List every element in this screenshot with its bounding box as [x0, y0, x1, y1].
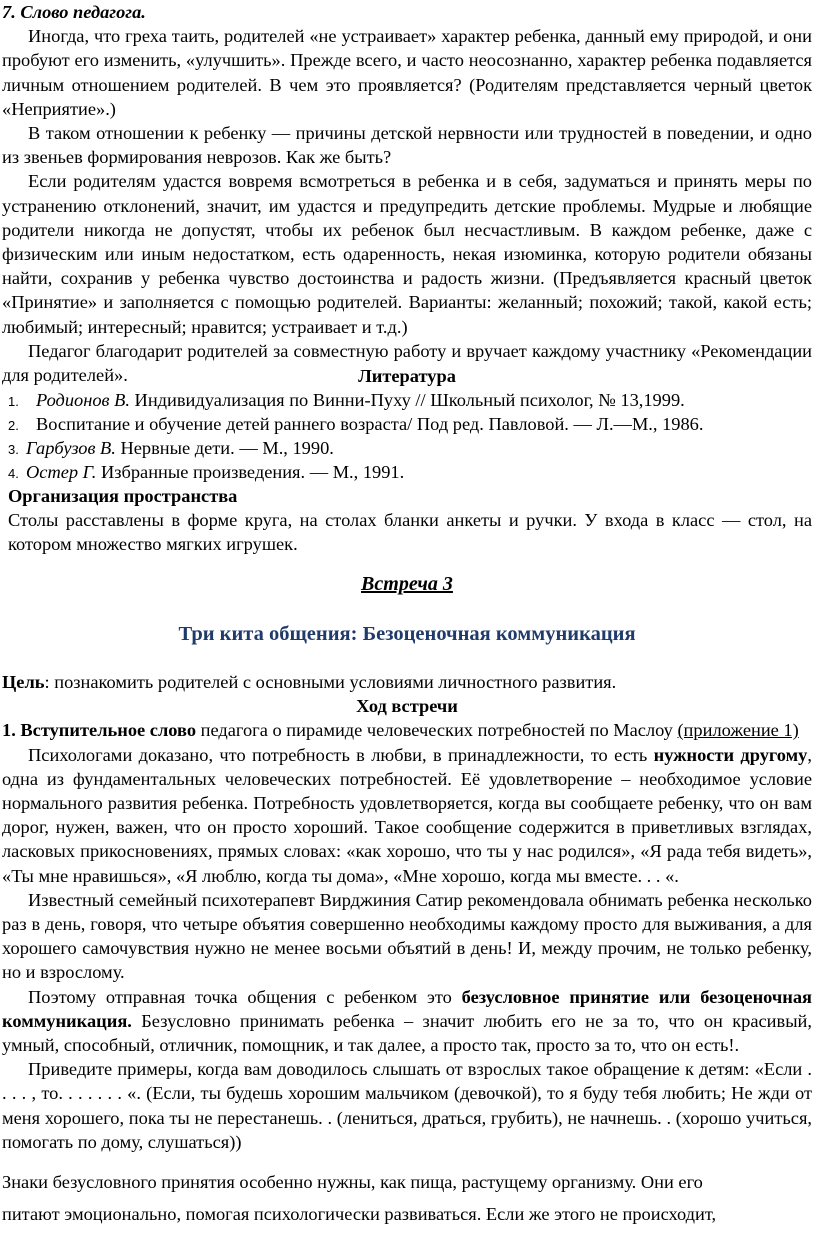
closing-paragraph: [0, 1166, 816, 1230]
section-7: [0, 0, 816, 387]
step-1: 1. Вступительное слово педагога о пирамиде человеческих потребностей по Маслоу (приложение 1): [2, 720, 799, 741]
paragraph: Педагог благодарит родителей за совместную работу и вручает каждому участнику «Рекомендации для родителей».: [2, 340, 812, 386]
section-title: 7. Слово педагога.: [2, 2, 146, 22]
paragraph: Приведите примеры, когда вам доводилось слышать от взрослых такое обращение к детям: «Если . . . . , то. . . . . . . «. (Если, ты будешь хорошим мальчиком (девочкой), то я буду тебя любить; Не жди от меня хорошего, пока ты не перестанешь. . (лениться, драться, грубить), не начнешь. . (хорошо учиться, помогать по дому, слушаться)): [2, 1059, 812, 1152]
text-line: питают эмоционально, помогая психологически развиваться. Если же этого не происходит,: [2, 1204, 717, 1224]
text-line: Знаки безусловного принятия особенно нужны, как пища, растущему организму. Они его: [2, 1172, 703, 1192]
paragraph: Если родителям удастся вовремя всмотреться в ребенка и в себя, задуматься и принять меры по устранению отклонений, значит, им удастся и предупредить детские проблемы. Мудрые и любящие родители никогда не допустят, чтобы их ребенок был несчастливым. В каждом ребенке, даже с физическим или иным недостатком, есть одаренность, некая изюминка, которую родители обязаны найти, сохранив у ребенка чувство достоинства и радость жизни. (Предъявляется красный цветок «Принятие» и заполняется с помощью родителей. Варианты: желанный; похожий; такой, какой есть; любимый; интересный; нравится; устраивает и т.д.): [2, 171, 812, 337]
meeting-title: Встреча 3: [361, 573, 453, 595]
list-item: 1. Родионов В. Индивидуализация по Винни-Пуху // Школьный психолог, № 13,1999.: [8, 390, 685, 410]
paragraph: Столы расставлены в форме круга, на столах бланки анкеты и ручки. У входа в класс — стол, на котором множество мягких игрушек.: [8, 510, 812, 555]
section-heading: Организация пространства: [8, 486, 238, 506]
paragraph: Поэтому отправная точка общения с ребенком это безусловное принятие или безоценочная коммуникация. Безусловно принимать ребенка – значит любить его не за то, что он красивый, умный, способный, отличник, помощник, и так далее, а просто так, просто за то, что он есть!.: [2, 986, 812, 1056]
paragraph: Известный семейный психотерапевт Вирджиния Сатир рекомендовала обнимать ребенка несколько раз в день, говоря, что четыре объятия совершенно необходимы каждому просто для выживания, а для хорошего самочувствия нужно не менее восьми объятий в день! И, между прочим, не только ребенку, но и взрослому.: [2, 889, 812, 983]
list-item: 4. Остер Г. Избранные произведения. — М., 1991.: [8, 462, 405, 482]
course-heading: Ход встречи: [356, 696, 458, 717]
appendix-link[interactable]: (приложение 1): [677, 720, 799, 741]
space-section: [0, 484, 816, 557]
paragraph: В таком отношении к ребенку — причины детской нервности или трудностей в поведении, и одно из звеньев формирования неврозов. Как же быть?: [2, 123, 812, 168]
goal-line: Цель: познакомить родителей с основными условиями личностного развития.: [2, 672, 617, 692]
list-item: 3. Гарбузов В. Нервные дети. — М., 1990.: [8, 438, 334, 458]
list-item: 2. Воспитание и обучение детей раннего возраста/ Под ред. Павловой. — Л.—М., 1986.: [8, 414, 704, 434]
paragraph: Психологами доказано, что потребность в любви, в принадлежности, то есть нужности другому, одна из фундаментальных человеческих потребностей. Её удовлетворение – необходимое условие нормального развития ребенка. Потребность удовлетворяется, когда вы сообщаете ребенку, что он вам дорог, нужен, важен, что он просто хороший. Такое сообщение содержится в приветливых взглядах, ласковых прикосновениях, прямых словах: «как хорошо, что ты у нас родился», «Я рада тебя видеть», «Ты мне нравишься», «Я люблю, когда ты дома», «Мне хорошо, когда мы вместе. . . «.: [2, 744, 812, 886]
meeting-body: [0, 670, 816, 1154]
meeting-subtitle: Три кита общения: Безоценочная коммуникация: [178, 623, 636, 645]
paragraph: Иногда, что греха таить, родителей «не устраивает» характер ребенка, данный ему природой, и они пробуют его изменить, «улучшить». Прежде всего, и часто неосознанно, характер ребенка подавляется личным отношением родителей. В чем это проявляется? (Родителям представляется черный цветок «Неприятие».): [2, 26, 812, 119]
literature-heading: Литература: [358, 366, 456, 386]
